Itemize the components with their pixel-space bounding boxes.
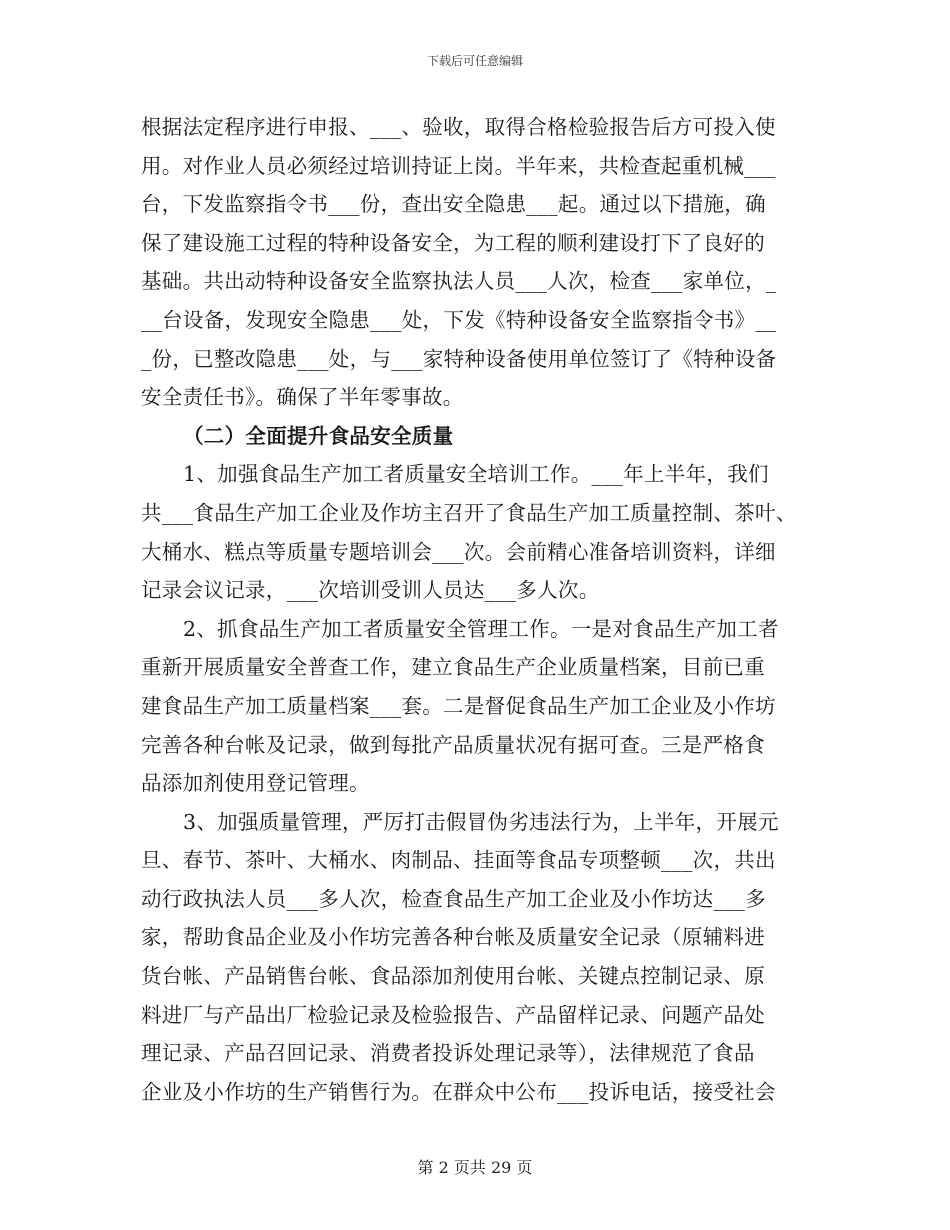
text-line: 基础。共出动特种设备安全监察执法人员___人次，检查___家单位，_ <box>141 269 777 294</box>
text-line: 2、抓食品生产加工者质量安全管理工作。一是对食品生产加工者 <box>183 616 779 641</box>
page-footer: 第 2 页共 29 页 <box>417 1158 533 1177</box>
text-line: 重新开展质量安全普查工作，建立食品生产企业质量档案，目前已重 <box>141 655 765 680</box>
text-line: 品添加剂使用登记管理。 <box>141 771 370 796</box>
text-line: 企业及小作坊的生产销售行为。在群众中公布___投诉电话，接受社会 <box>141 1079 776 1104</box>
text-line: 共___食品生产加工企业及作坊主召开了食品生产加工质量控制、茶叶、 <box>141 500 797 525</box>
text-line: 3、加强质量管理，严厉打击假冒伪劣违法行为，上半年，开展元 <box>183 809 779 834</box>
text-line: 安全责任书》。确保了半年零事故。 <box>141 385 464 410</box>
text-line: 货台帐、产品销售台帐、食品添加剂使用台帐、关键点控制记录、原 <box>141 964 765 989</box>
text-line: __台设备，发现安全隐患___处，下发《特种设备安全监察指令书》__ <box>141 307 777 332</box>
text-line: 旦、春节、茶叶、大桶水、肉制品、挂面等食品专项整顿___次，共出 <box>141 848 776 873</box>
text-line: 台，下发监察指令书___份，查出安全隐患___起。通过以下措施，确 <box>141 192 766 217</box>
page-header: 下载后可任意编辑 <box>426 54 523 68</box>
text-line: 理记录、产品召回记录、消费者投诉处理记录等），法律规范了食品 <box>141 1041 755 1066</box>
text-line: 用。对作业人员必须经过培训持证上岗。半年来，共检查起重机械___ <box>141 153 776 178</box>
text-line: 根据法定程序进行申报、___、验收，取得合格检验报告后方可投入使 <box>141 115 776 139</box>
text-line: 完善各种台帐及记录，做到每批产品质量状况有据可查。三是严格食 <box>141 732 765 757</box>
document-body <box>141 108 809 1111</box>
text-line: 记录会议记录，___次培训受训人员达___多人次。 <box>141 578 600 603</box>
section-heading: （二）全面提升食品安全质量 <box>183 423 454 448</box>
text-line: 建食品生产加工质量档案___套。二是督促食品生产加工企业及小作坊 <box>141 693 776 718</box>
text-line: 料进厂与产品出厂检验记录及检验报告、产品留样记录、问题产品处 <box>141 1002 765 1027</box>
text-line: 家，帮助食品企业及小作坊完善各种台帐及质量安全记录（原辅料进 <box>141 925 765 950</box>
text-line: 保了建设施工过程的特种设备安全，为工程的顺利建设打下了良好的 <box>141 230 765 255</box>
text-line: _份，已整改隐患___处，与___家特种设备使用单位签订了《特种设备 <box>141 346 777 371</box>
text-line: 动行政执法人员___多人次，检查食品生产加工企业及小作坊达___多 <box>141 886 766 911</box>
text-line: 大桶水、糕点等质量专题培训会___次。会前精心准备培训资料，详细 <box>141 539 776 564</box>
text-line: 1、加强食品生产加工者质量安全培训工作。___年上半年，我们 <box>183 462 769 487</box>
